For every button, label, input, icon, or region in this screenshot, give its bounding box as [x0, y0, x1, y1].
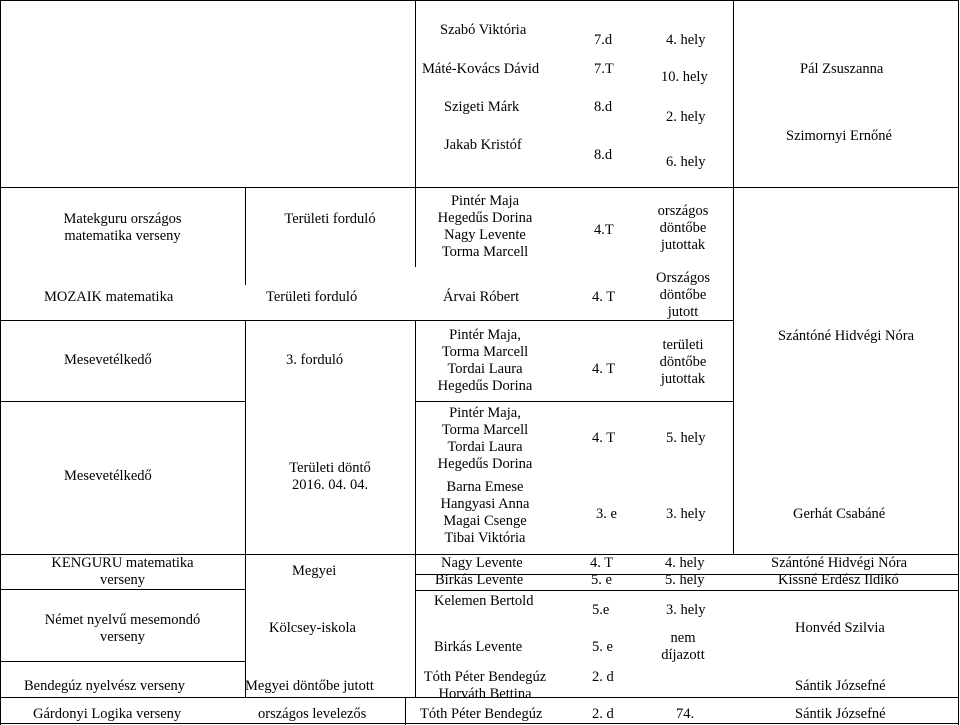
- student-class: 8.d: [594, 99, 613, 115]
- student-class: 5.e: [592, 602, 610, 618]
- round-name: Területi forduló: [284, 211, 376, 227]
- teacher-name: Pál Zsuszanna: [800, 61, 884, 77]
- col-divider: [405, 697, 406, 725]
- student-place: 5. hely: [666, 430, 706, 446]
- student-name: Birkás Levente: [435, 572, 524, 588]
- row-divider: [0, 589, 245, 590]
- competition-name: Bendegúz nyelvész verseny: [24, 678, 186, 694]
- student-name: Jakab Kristóf: [444, 137, 522, 153]
- student-name: Nagy Levente: [441, 555, 523, 571]
- student-class: 3. e: [596, 506, 617, 522]
- table-border-bottom: [0, 723, 959, 724]
- row-divider: [415, 590, 959, 591]
- student-name: Tóth Péter Bendegúz: [420, 706, 543, 722]
- competition-name: Gárdonyi Logika verseny: [33, 706, 182, 722]
- round-name: Megyei: [292, 563, 337, 579]
- competition-name: Német nyelvű mesemondó verseny: [44, 612, 201, 645]
- competition-name: MOZAIK matematika: [44, 289, 174, 305]
- student-place: 3. hely: [666, 506, 706, 522]
- row-divider: [0, 187, 959, 188]
- row-divider: [0, 401, 245, 402]
- student-class: 5. e: [592, 639, 613, 655]
- teacher-name: Sántik Józsefné: [795, 706, 886, 722]
- student-place: 5. hely: [665, 572, 705, 588]
- student-names: Barna Emese Hangyasi Anna Magai Csenge Tibai Viktória: [440, 479, 530, 546]
- student-class: 8.d: [594, 147, 613, 163]
- student-names: Tóth Péter Bendegúz Horváth Bettina: [423, 669, 547, 702]
- competition-name: Matekguru országos matematika verseny: [63, 211, 182, 244]
- round-name: Megyei döntőbe jutott: [245, 678, 374, 694]
- row-divider: [0, 0, 959, 1]
- teacher-name: Honvéd Szilvia: [795, 620, 885, 636]
- student-class: 2. d: [592, 669, 614, 685]
- competition-name: KENGURU matematika verseny: [51, 555, 194, 588]
- col-divider: [415, 0, 416, 187]
- student-class: 7.T: [594, 61, 614, 77]
- round-name: országos levelezős: [258, 706, 367, 722]
- student-name: Birkás Levente: [434, 639, 523, 655]
- student-place: 10. hely: [661, 69, 708, 85]
- student-class: 7.d: [594, 32, 613, 48]
- student-name: Szabó Viktória: [440, 22, 527, 38]
- teacher-name: Szántóné Hidvégi Nóra: [777, 328, 915, 344]
- student-name: Máté-Kovács Dávid: [422, 61, 540, 77]
- student-names: Pintér Maja, Torma Marcell Tordai Laura Hegedűs Dorina: [437, 405, 533, 472]
- round-name: 3. forduló: [286, 352, 344, 368]
- round-name: Kölcsey-iskola: [269, 620, 356, 636]
- student-class: 4. T: [592, 361, 616, 377]
- student-name: Árvai Róbert: [443, 289, 520, 305]
- student-class: 4.T: [594, 222, 614, 238]
- round-name: Területi döntő 2016. 04. 04.: [289, 460, 371, 493]
- student-class: 2. d: [592, 706, 614, 722]
- result: országos döntőbe jutottak: [657, 203, 709, 253]
- teacher-name: Szimornyi Ernőné: [786, 128, 892, 144]
- student-names: Pintér Maja Hegedűs Dorina Nagy Levente Torma Marcell: [437, 193, 533, 260]
- student-name: Kelemen Bertold: [434, 593, 534, 609]
- student-class: 4. T: [592, 289, 616, 305]
- row-divider: [415, 401, 733, 402]
- teacher-name: Gerhát Csabáné: [793, 506, 886, 522]
- student-class: 5. e: [591, 572, 612, 588]
- student-place: 3. hely: [666, 602, 706, 618]
- result: területi döntőbe jutottak: [659, 337, 707, 387]
- student-place: 4. hely: [665, 555, 705, 571]
- teacher-name: Sántik Józsefné: [795, 678, 886, 694]
- col-divider: [245, 320, 246, 697]
- round-name: Területi forduló: [266, 289, 358, 305]
- row-divider: [0, 320, 733, 321]
- student-class: 4. T: [592, 430, 616, 446]
- row-divider: [0, 661, 245, 662]
- table-border-right: [958, 0, 959, 725]
- student-place: 74.: [676, 706, 695, 722]
- col-divider: [733, 187, 734, 554]
- col-divider: [245, 187, 246, 285]
- student-place: nem díjazott: [661, 630, 705, 663]
- competition-name: Mesevetélkedő: [64, 352, 152, 368]
- teacher-name: Szántóné Hidvégi Nóra: [771, 555, 908, 571]
- student-place: 6. hely: [666, 154, 706, 170]
- col-divider: [733, 0, 734, 187]
- competition-name: Mesevetélkedő: [64, 468, 152, 484]
- student-place: 4. hely: [666, 32, 706, 48]
- student-names: Pintér Maja, Torma Marcell Tordai Laura Hegedűs Dorina: [437, 327, 533, 394]
- student-class: 4. T: [590, 555, 614, 571]
- student-name: Szigeti Márk: [444, 99, 520, 115]
- result: Országos döntőbe jutott: [656, 270, 710, 320]
- teacher-name: Kissné Erdész Ildikó: [778, 572, 899, 588]
- student-place: 2. hely: [666, 109, 706, 125]
